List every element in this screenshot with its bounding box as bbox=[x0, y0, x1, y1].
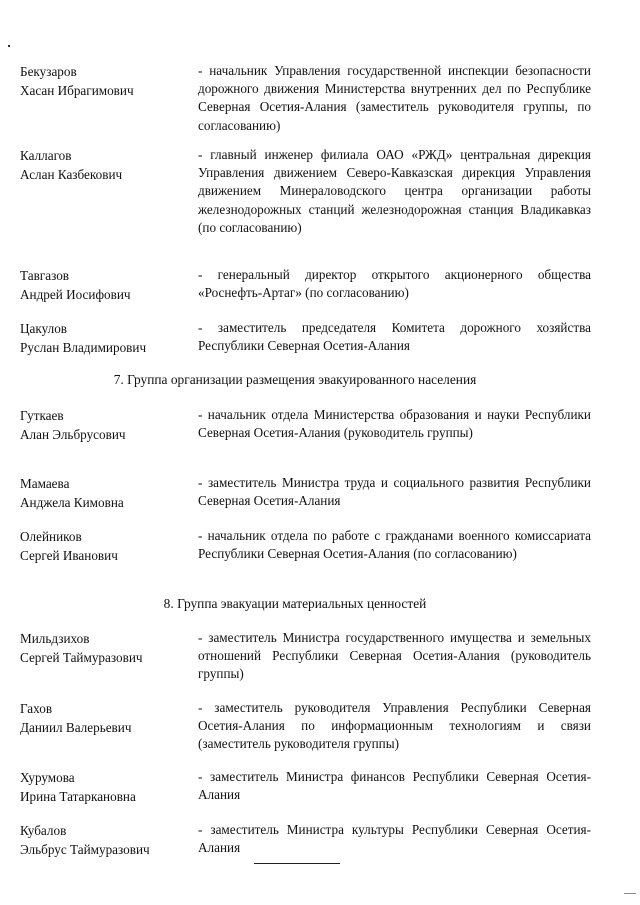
member-given-name: Андрей Иосифович bbox=[20, 287, 131, 302]
member-name bbox=[20, 319, 195, 357]
member-surname: Цакулов bbox=[20, 321, 68, 336]
member-given-name: Хасан Ибрагимович bbox=[20, 83, 134, 98]
member-given-name: Эльбрус Таймуразович bbox=[20, 842, 150, 857]
member-name bbox=[20, 146, 195, 184]
member-surname: Кубалов bbox=[20, 823, 67, 838]
member-surname: Мамаева bbox=[20, 476, 70, 491]
scan-mark bbox=[8, 45, 10, 47]
member-given-name: Сергей Иванович bbox=[20, 548, 118, 563]
member-position: - заместитель Министра государственного имущества и земельных отношений Республики Северная Осетия-Алания (руководитель группы) bbox=[198, 630, 591, 682]
member-name bbox=[20, 821, 195, 859]
member-position: - заместитель Министра культуры Республики Северная Осетия-Алания bbox=[198, 822, 591, 856]
member-surname: Олейников bbox=[20, 529, 82, 544]
member-name bbox=[20, 527, 195, 565]
member-name bbox=[20, 699, 195, 737]
member-given-name: Аслан Казбекович bbox=[20, 167, 123, 182]
member-position: - генеральный директор открытого акционерного общества «Роснефть-Артаг» (по согласованию) bbox=[198, 267, 591, 301]
member-position: - заместитель руководителя Управления Республики Северная Осетия-Алания по информационным технологиям и связи (заместитель руководителя группы) bbox=[198, 700, 591, 752]
end-separator-line bbox=[254, 863, 340, 864]
member-surname: Мильдзихов bbox=[20, 631, 90, 646]
member-position: - начальник отдела по работе с гражданами военного комиссариата Республики Северная Осетия-Алания (по согласованию) bbox=[198, 528, 591, 562]
member-surname: Бекузаров bbox=[20, 64, 77, 79]
member-position: - начальник отдела Министерства образования и науки Республики Северная Осетия-Алания (руководитель группы) bbox=[198, 407, 591, 441]
member-surname: Хурумова bbox=[20, 770, 75, 785]
member-surname: Гуткаев bbox=[20, 408, 64, 423]
member-surname: Тавгазов bbox=[20, 268, 70, 283]
member-surname: Каллагов bbox=[20, 148, 72, 163]
member-name bbox=[20, 474, 195, 512]
member-position: - заместитель председателя Комитета дорожного хозяйства Республики Северная Осетия-Алания bbox=[198, 320, 591, 354]
scan-edge-mark bbox=[624, 893, 636, 894]
member-name bbox=[20, 266, 195, 304]
member-name bbox=[20, 629, 195, 667]
member-given-name: Сергей Таймуразович bbox=[20, 650, 143, 665]
group-heading-7: 7. Группа организации размещения эвакуированного населения bbox=[113, 372, 477, 387]
member-given-name: Даниил Валерьевич bbox=[20, 720, 132, 735]
member-given-name: Алан Эльбрусович bbox=[20, 427, 126, 442]
member-position: - главный инженер филиала ОАО «РЖД» центральная дирекция Управления движением Северо-Кавказская дирекция Управления движением Минераловодского центра организации работы железнодорожных станций железнодорожная станция Владикавказ (по согласованию) bbox=[198, 147, 591, 235]
member-name bbox=[20, 62, 195, 100]
member-position: - заместитель Министра финансов Республики Северная Осетия-Алания bbox=[198, 769, 591, 803]
member-position: - начальник Управления государственной инспекции безопасности дорожного движения Министерства внутренних дел по Республике Северная Осетия-Алания (заместитель руководителя группы, по согласованию) bbox=[198, 63, 591, 133]
group-heading-8: 8. Группа эвакуации материальных ценностей bbox=[163, 596, 427, 611]
member-name bbox=[20, 768, 195, 806]
member-given-name: Анджела Кимовна bbox=[20, 495, 124, 510]
member-given-name: Руслан Владимирович bbox=[20, 340, 147, 355]
member-given-name: Ирина Татаркановна bbox=[20, 789, 136, 804]
member-position: - заместитель Министра труда и социального развития Республики Северная Осетия-Алания bbox=[198, 475, 591, 509]
member-name bbox=[20, 406, 195, 444]
member-surname: Гахов bbox=[20, 701, 53, 716]
